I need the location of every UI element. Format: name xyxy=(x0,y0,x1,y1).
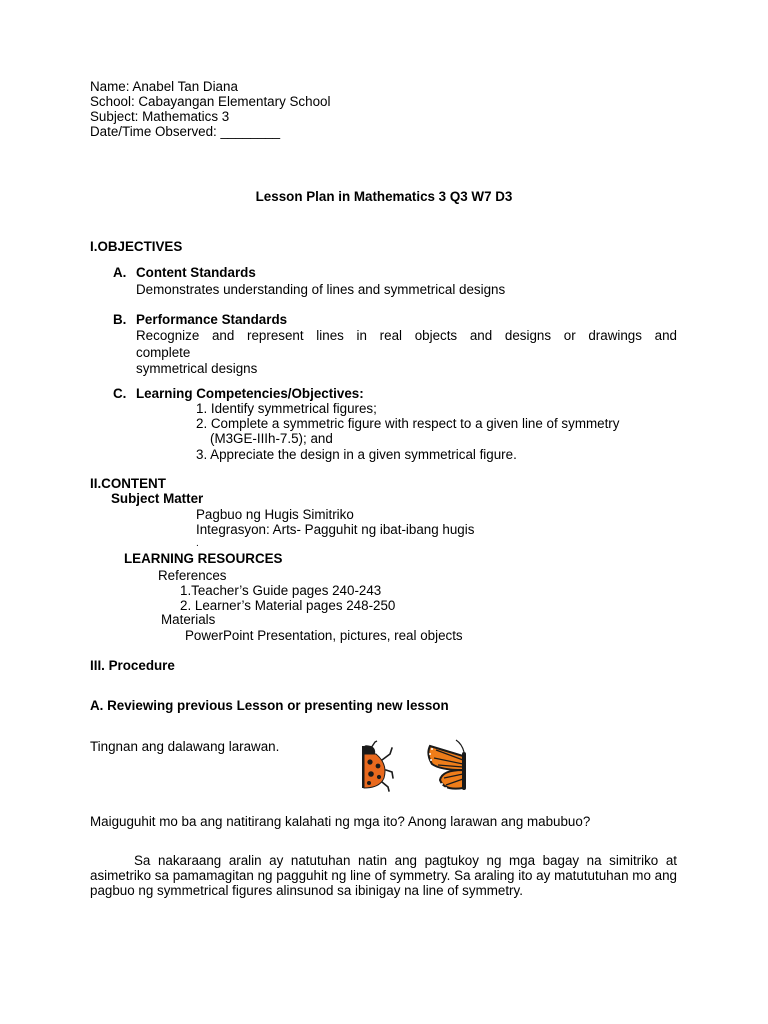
competency-item-2: 2. Complete a symmetric figure with respect to a given line of symmetry xyxy=(196,416,620,431)
subject-matter-topic: Pagbuo ng Hugis Simitriko xyxy=(196,507,354,522)
performance-standards-line2: complete xyxy=(136,345,191,360)
reference-item-2: 2. Learner’s Material pages 248-250 xyxy=(180,598,396,613)
ladybug-center-line xyxy=(362,746,364,788)
school-line: School: Cabayangan Elementary School xyxy=(90,94,331,109)
butterfly-antenna xyxy=(456,740,464,752)
content-standards-title: Content Standards xyxy=(136,265,256,280)
competencies-marker: C. xyxy=(113,386,127,401)
butterfly-lower-wing xyxy=(440,770,463,789)
subject-matter-integration: Integrasyon: Arts- Pagguhit ng ibat-ibang hugis xyxy=(196,522,475,537)
name-line: Name: Anabel Tan Diana xyxy=(90,79,238,94)
half-ladybug-image xyxy=(362,740,396,792)
stray-dot: . xyxy=(196,538,199,549)
document-title: Lesson Plan in Mathematics 3 Q3 W7 D3 xyxy=(255,189,513,204)
procedure-a-heading: A. Reviewing previous Lesson or presenting new lesson xyxy=(90,698,449,713)
content-standards-marker: A. xyxy=(113,265,127,280)
materials-list: PowerPoint Presentation, pictures, real objects xyxy=(185,628,463,643)
date-line: Date/Time Observed: ________ xyxy=(90,124,281,139)
competency-item-2-code: (M3GE-IIIh-7.5); and xyxy=(210,431,333,446)
performance-standards-line1: Recognize and represent lines in real objects and designs or drawings and xyxy=(136,328,677,343)
competency-item-1: 1. Identify symmetrical figures; xyxy=(196,401,377,416)
competency-item-3: 3. Appreciate the design in a given symmetrical figure. xyxy=(196,447,517,462)
subject-matter-heading: Subject Matter xyxy=(111,491,204,506)
performance-standards-line3: symmetrical designs xyxy=(136,361,258,376)
references-label: References xyxy=(158,568,227,583)
butterfly-body xyxy=(462,752,466,790)
reference-item-1: 1.Teacher’s Guide pages 240-243 xyxy=(180,583,382,598)
performance-standards-title: Performance Standards xyxy=(136,312,288,327)
procedure-heading: III. Procedure xyxy=(90,658,175,673)
half-butterfly-image xyxy=(426,740,468,792)
content-heading: II.CONTENT xyxy=(90,476,166,491)
performance-standards-marker: B. xyxy=(113,312,127,327)
lesson-intro-paragraph: Sa nakaraang aralin ay natutuhan natin ang pagtukoy ng mga bagay na simitriko at asimetriko sa pamamagitan ng pagguhit ng line of symmetry. Sa araling ito ay matututuhan mo ang pagbuo ng symmetrical figures alinsunod sa ibinigay na line of symmetry. xyxy=(90,853,677,898)
competencies-title: Learning Competencies/Objectives: xyxy=(136,386,364,401)
look-at-pictures-text: Tingnan ang dalawang larawan. xyxy=(90,739,280,754)
ladybug-head xyxy=(364,745,375,754)
completion-question: Maiguguhit mo ba ang natitirang kalahati ng mga ito? Anong larawan ang mabubuo? xyxy=(90,814,591,829)
content-standards-text: Demonstrates understanding of lines and symmetrical designs xyxy=(136,282,506,297)
subject-line: Subject: Mathematics 3 xyxy=(90,109,230,124)
objectives-heading: I.OBJECTIVES xyxy=(90,239,183,254)
materials-label: Materials xyxy=(161,612,216,627)
learning-resources-heading: LEARNING RESOURCES xyxy=(124,551,283,566)
